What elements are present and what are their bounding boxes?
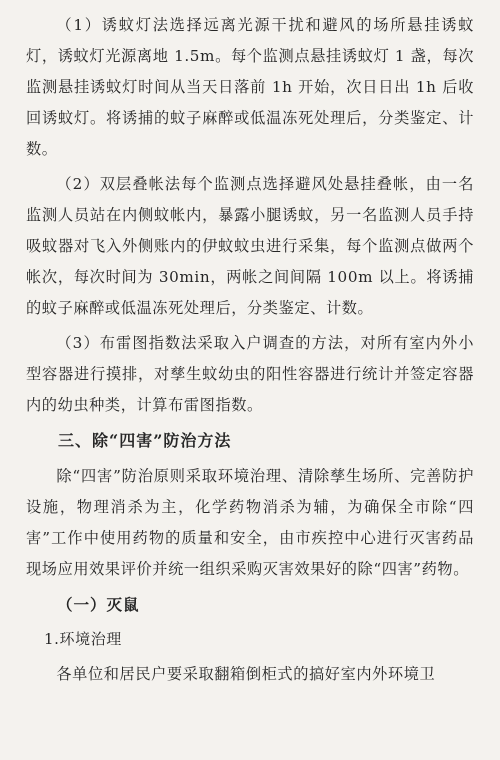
paragraph-environment: 各单位和居民户要采取翻箱倒柜式的搞好室内外环境卫	[56, 665, 436, 683]
subsection-heading-rodent: （一）灭鼠	[57, 595, 140, 614]
item-heading-environment: 1.环境治理	[44, 630, 122, 648]
section-heading: 三、除“四害”防治方法	[58, 431, 232, 450]
paragraph-control-principle: 除“四害”防治原则采取环境治理、清除孳生场所、完善防护设施，物理消杀为主，化学药物消杀为辅，为确保全市除“四害”工作中使用药物的质量和安全，由市疾控中心进行灭害药品现场应用效果评价并统一组织采购灭害效果好的除“四害”药物。	[26, 467, 474, 578]
paragraph-breteau-index: （3）布雷图指数法采取入户调查的方法，对所有室内外小型容器进行摸排，对孳生蚊幼虫的阳性容器进行统计并签定容器内的幼虫种类，计算布雷图指数。	[26, 334, 474, 414]
paragraph-double-net: （2）双层叠帐法每个监测点选择避风处悬挂叠帐，由一名监测人员站在内侧蚊帐内，暴露小腿诱蚊，另一名监测人员手持吸蚊器对飞入外侧账内的伊蚊蚊虫进行采集，每个监测点做两个帐次，每次时间为 30min，两帐之间间隔 100m 以上。将诱捕的蚊子麻醉或低温冻死处理后，分类鉴定、计数。	[26, 175, 474, 317]
paragraph-mosquito-lamp: （1）诱蚊灯法选择远离光源干扰和避风的场所悬挂诱蚊灯，诱蚊灯光源离地 1.5m。每个监测点悬挂诱蚊灯 1 盏，每次监测悬挂诱蚊灯时间从当天日落前 1h 开始，次日日出 1h 后收回诱蚊灯。将诱捕的蚊子麻醉或低温冻死处理后，分类鉴定、计数。	[26, 16, 474, 158]
